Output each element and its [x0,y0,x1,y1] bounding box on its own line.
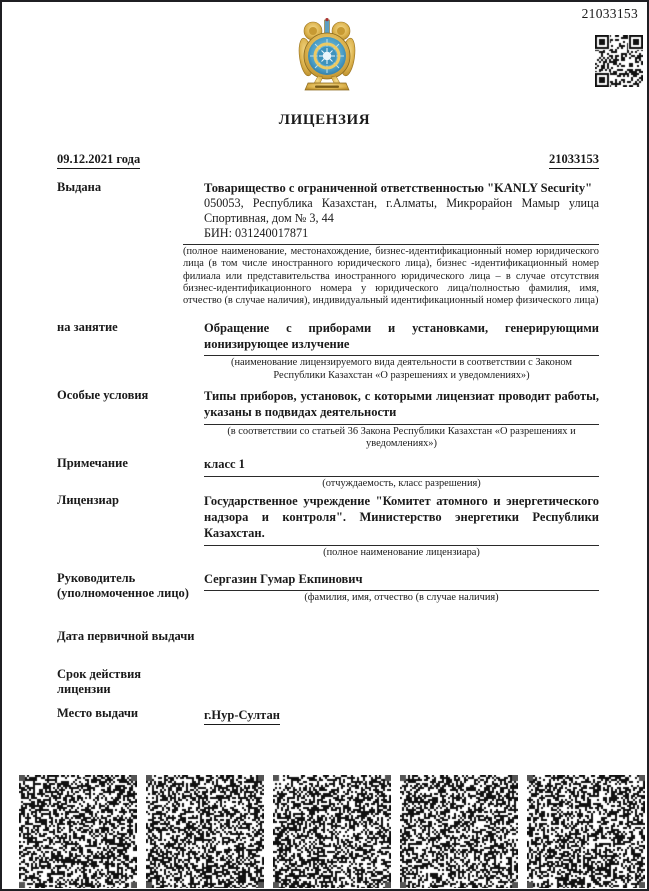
head-caption: (фамилия, имя, отчество (в случае наличия) [304,592,499,604]
activity-caption: (наименование лицензируемого вида деятельности в соответствии с Законом Республики Казахстан «О разрешениях и уведомлениях») [230,357,573,381]
qr-code-icon [595,35,643,87]
special-conditions-value: Типы приборов, установок, с которыми лицензиат проводит работы, указаны в подвидах деятельности [204,389,599,420]
field-head [57,571,599,605]
head-value: Сергазин Гумар Екпинович [204,572,363,586]
special-conditions-caption: (в соответствии со статьей 36 Закона Республики Казахстан «О разрешениях и уведомлениях») [227,425,576,449]
barcode-strip [19,775,645,888]
datamatrix-barcode-icon [527,775,645,888]
issued-to-bin: БИН: 031240017871 [204,226,309,240]
field-first-issue-date [57,629,599,644]
datamatrix-barcode-icon [19,775,137,888]
date-row [57,152,599,169]
divider-line [183,244,599,245]
activity-value: Обращение с приборами и установками, генерирующими ионизирующее излучение [204,320,599,351]
divider-line [204,424,599,425]
field-label: Место выдачи [57,706,139,721]
field-label: Лицензиар [57,492,119,507]
document-title: ЛИЦЕНЗИЯ [278,112,371,128]
licensor-value: Государственное учреждение "Комитет атомного и энергетического надзора и контроля". Министерство энергетики Республики Казахстан. [204,493,599,541]
field-licensor [57,493,599,559]
licensor-caption: (полное наименование лицензиара) [323,546,480,558]
document-body [57,152,599,725]
field-label: на занятие [57,319,118,334]
field-issued-to [57,180,599,308]
field-note [57,456,599,490]
field-label: Руководитель (уполномоченное лицо) [57,571,189,601]
doc-number-top: 21033153 [581,6,638,21]
divider-line [204,590,599,591]
license-number: 21033153 [549,152,599,169]
field-label: Выдана [57,180,102,194]
divider-line [204,545,599,546]
datamatrix-barcode-icon [400,775,518,888]
issued-to-address: 050053, Республика Казахстан, г.Алматы, Микрорайон Мамыр улица Спортивная, дом № 3, 44 [204,196,599,226]
divider-line [204,476,599,477]
field-activity [57,320,599,382]
field-label: Дата первичной выдачи [57,628,195,643]
field-place-of-issue [57,706,599,725]
issued-to-caption: (полное наименование, местонахождение, бизнес-идентификационный номер юридического лица (в том числе иностранного юридического лица), бизнес -идентификационный номер филиала или представительства иностранного юридического лица – в случае отсутствия бизнес-идентификационного номера у юридического лица/полностью фамилия, имя, отчество (в случае наличия), индивидуальный идентификационный номер физического лица) [183,245,599,307]
kazakhstan-emblem-icon [298,17,356,96]
divider-line [204,355,599,356]
field-label: Срок действия лицензии [57,666,142,697]
issue-date: 09.12.2021 года [57,152,140,169]
field-label: Примечание [57,456,128,471]
note-caption: (отчуждаемость, класс разрешения) [322,477,481,489]
place-of-issue-value: г.Нур-Султан [204,708,280,725]
field-validity [57,667,599,698]
datamatrix-barcode-icon [146,775,264,888]
note-value: класс 1 [204,457,245,472]
field-label: Особые условия [57,388,149,402]
field-special-conditions [57,388,599,450]
issued-to-name: Товарищество с ограниченной ответственностью "KANLY Security" [204,181,593,195]
datamatrix-barcode-icon [273,775,391,888]
